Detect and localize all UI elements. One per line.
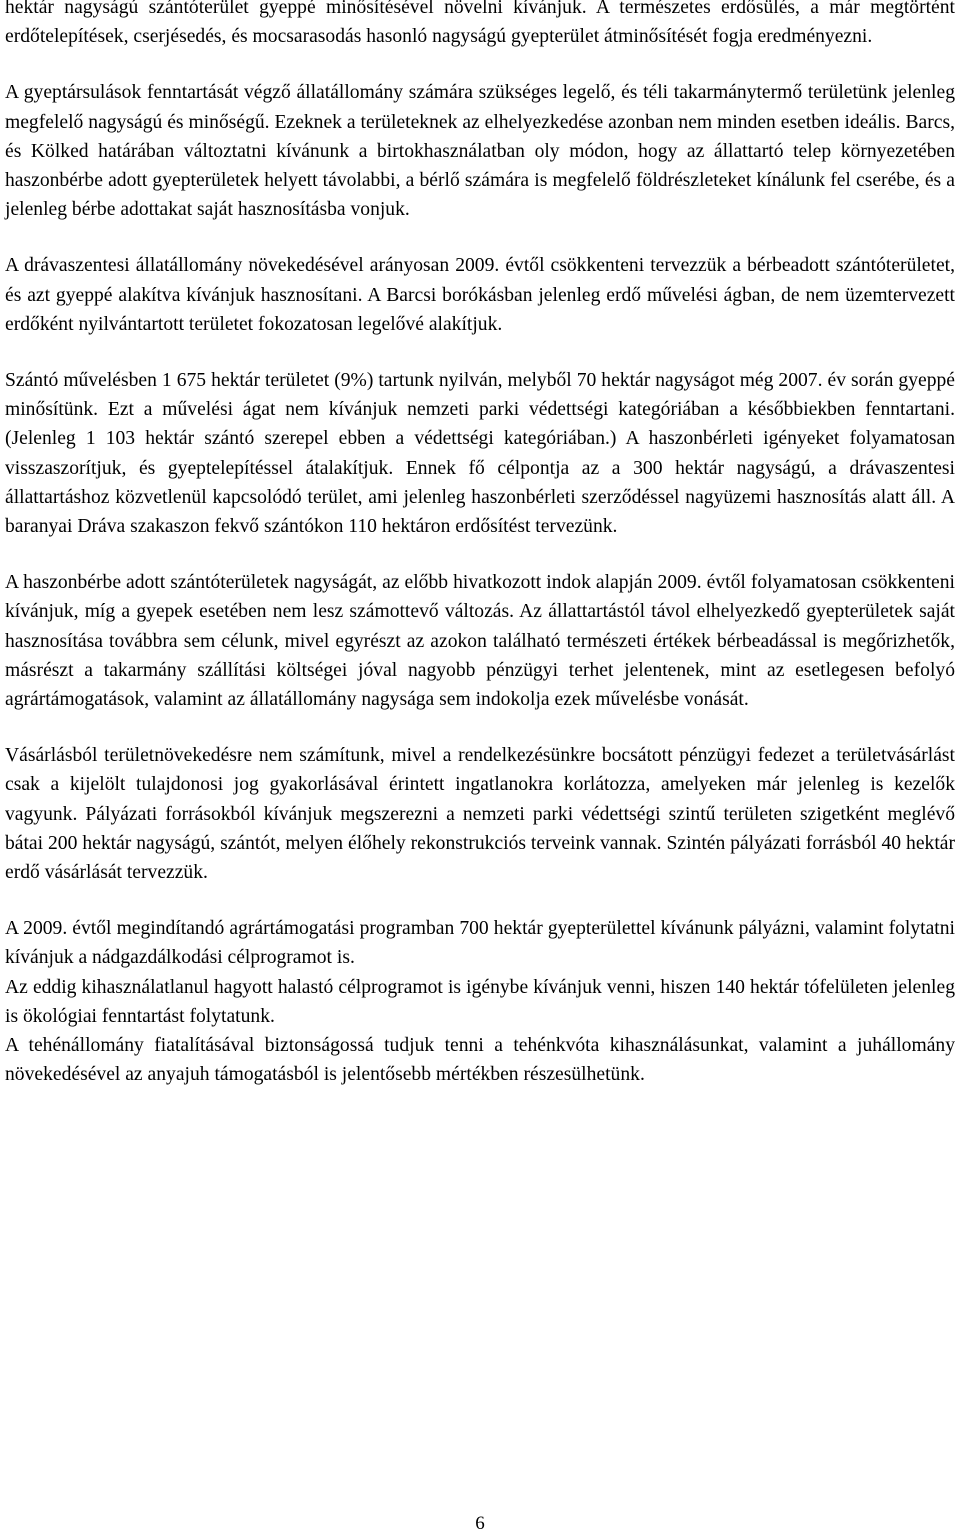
- paragraph-agri-support-program: A 2009. évtől megindítandó agrártámogatási programban 700 hektár gyepterülettel kívánunk pályázni, valamint folytatni kívánjuk a nádgazdálkodási célprogramot is.: [5, 918, 955, 969]
- document-page: [5, 0, 955, 1090]
- paragraph-continued-conversion: hektár nagyságú szántóterület gyeppé minősítésével növelni kívánjuk. A természetes erdősülés, a már megtörtént erdőtelepítések, cserjésedés, és mocsarasodás hasonló nagyságú gyepterület átminősítését fogja eredményezni.: [5, 0, 955, 48]
- page-number: 6: [475, 1513, 485, 1534]
- paragraph-arable-cultivation: Szántó művelésben 1 675 hektár területet (9%) tartunk nyilván, melyből 70 hektár nagyságot még 2007. év során gyeppé minősítünk. Ezt a művelési ágat nem kívánjuk nemzeti parki védettségi kategóriában a későbbiekben fenntartani. (Jelenleg 1 103 hektár szántó szerepel ebben a védettségi kategóriában.) A haszonbérleti igényeket folyamatosan visszaszorítjuk, és gyeptelepítéssel átalakítjuk. Ennek fő célpontja az a 300 hektár nagyságú, a drávaszentesi állattartáshoz közvetlenül kapcsolódó terület, ami jelenleg haszonbérleti szerződéssel nagyüzemi hasznosítás alatt áll. A baranyai Dráva szakaszon fekvő szántókon 110 hektáron erdősítést tervezünk.: [5, 370, 955, 538]
- paragraph-leased-arable-land: A haszonbérbe adott szántóterületek nagyságát, az előbb hivatkozott indok alapján 2009. évtől folyamatosan csökkenteni kívánjuk, míg a gyepek esetében nem lesz számottevő változás. Az állattartástól távol elhelyezkedő gyepterületek saját hasznosítása továbbra sem célunk, mivel egyrészt az azokon található természeti értékek bérbeadással is megőrizhetők, másrészt a takarmány szállítási költségei jóval nagyobb pénzügyi terhet jelentenek, mint az esetlegesen befolyó agrártámogatások, valamint az állatállomány nagysága sem indokolja ezek művelésbe vonását.: [5, 572, 955, 711]
- paragraph-dravaszentes-livestock: A drávaszentesi állatállomány növekedésével arányosan 2009. évtől csökkenteni tervezzük a bérbeadott szántóterületet, és azt gyeppé alakítva kívánjuk hasznosítani. A Barcsi borókásban jelenleg erdő művelési ágban, de nem üzemtervezett erdőként nyilvántartott területet fokozatosan legelővé alakítjuk.: [5, 255, 955, 335]
- paragraph-cattle-rejuvenation: A tehénállomány fiatalításával biztonságossá tudjuk tenni a tehénkvóta kihasználásunkat, valamint a juhállomány növekedésével az anyajuh támogatásból is jelentősebb mértékben részesülhetünk.: [5, 1035, 955, 1086]
- paragraph-grassland-associations: A gyeptársulások fenntartását végző állatállomány számára szükséges legelő, és téli takarmánytermő területünk jelenleg megfelelő nagyságú és minőségű. Ezeknek a területeknek az elhelyezkedése azonban nem minden esetben ideális. Barcs, és Kölked határában változtatni kívánunk a birtokhasználatban oly módon, hogy az állattartó telep környezetében haszonbérbe adott gyepterületek helyett távolabbi, a bérlő számára is megfelelő földrészleteket kínálunk fel cserébe, és a jelenleg bérbe adottakat saját hasznosításba vonjuk.: [5, 82, 955, 221]
- paragraph-land-purchase: Vásárlásból területnövekedésre nem számítunk, mivel a rendelkezésünkre bocsátott pénzügyi fedezet a területvásárlást csak a kijelölt tulajdonosi jog gyakorlásával érintett ingatlanokra korlátozza, amelyeken már jelenleg is kezelők vagyunk. Pályázati forrásokból kívánjuk megszerezni a nemzeti parki védettségi szintű területen szigetként meglévő bátai 200 hektár nagyságú, szántót, melyen élőhely rekonstrukciós terveink vannak. Szintén pályázati forrásból 40 hektár erdő vásárlását tervezzük.: [5, 745, 955, 884]
- paragraph-fishpond-program: Az eddig kihasználatlanul hagyott halastó célprogramot is igénybe kívánjuk venni, hiszen 140 hektár tófelületen jelenleg is ökológiai fenntartást folytatunk.: [5, 976, 955, 1027]
